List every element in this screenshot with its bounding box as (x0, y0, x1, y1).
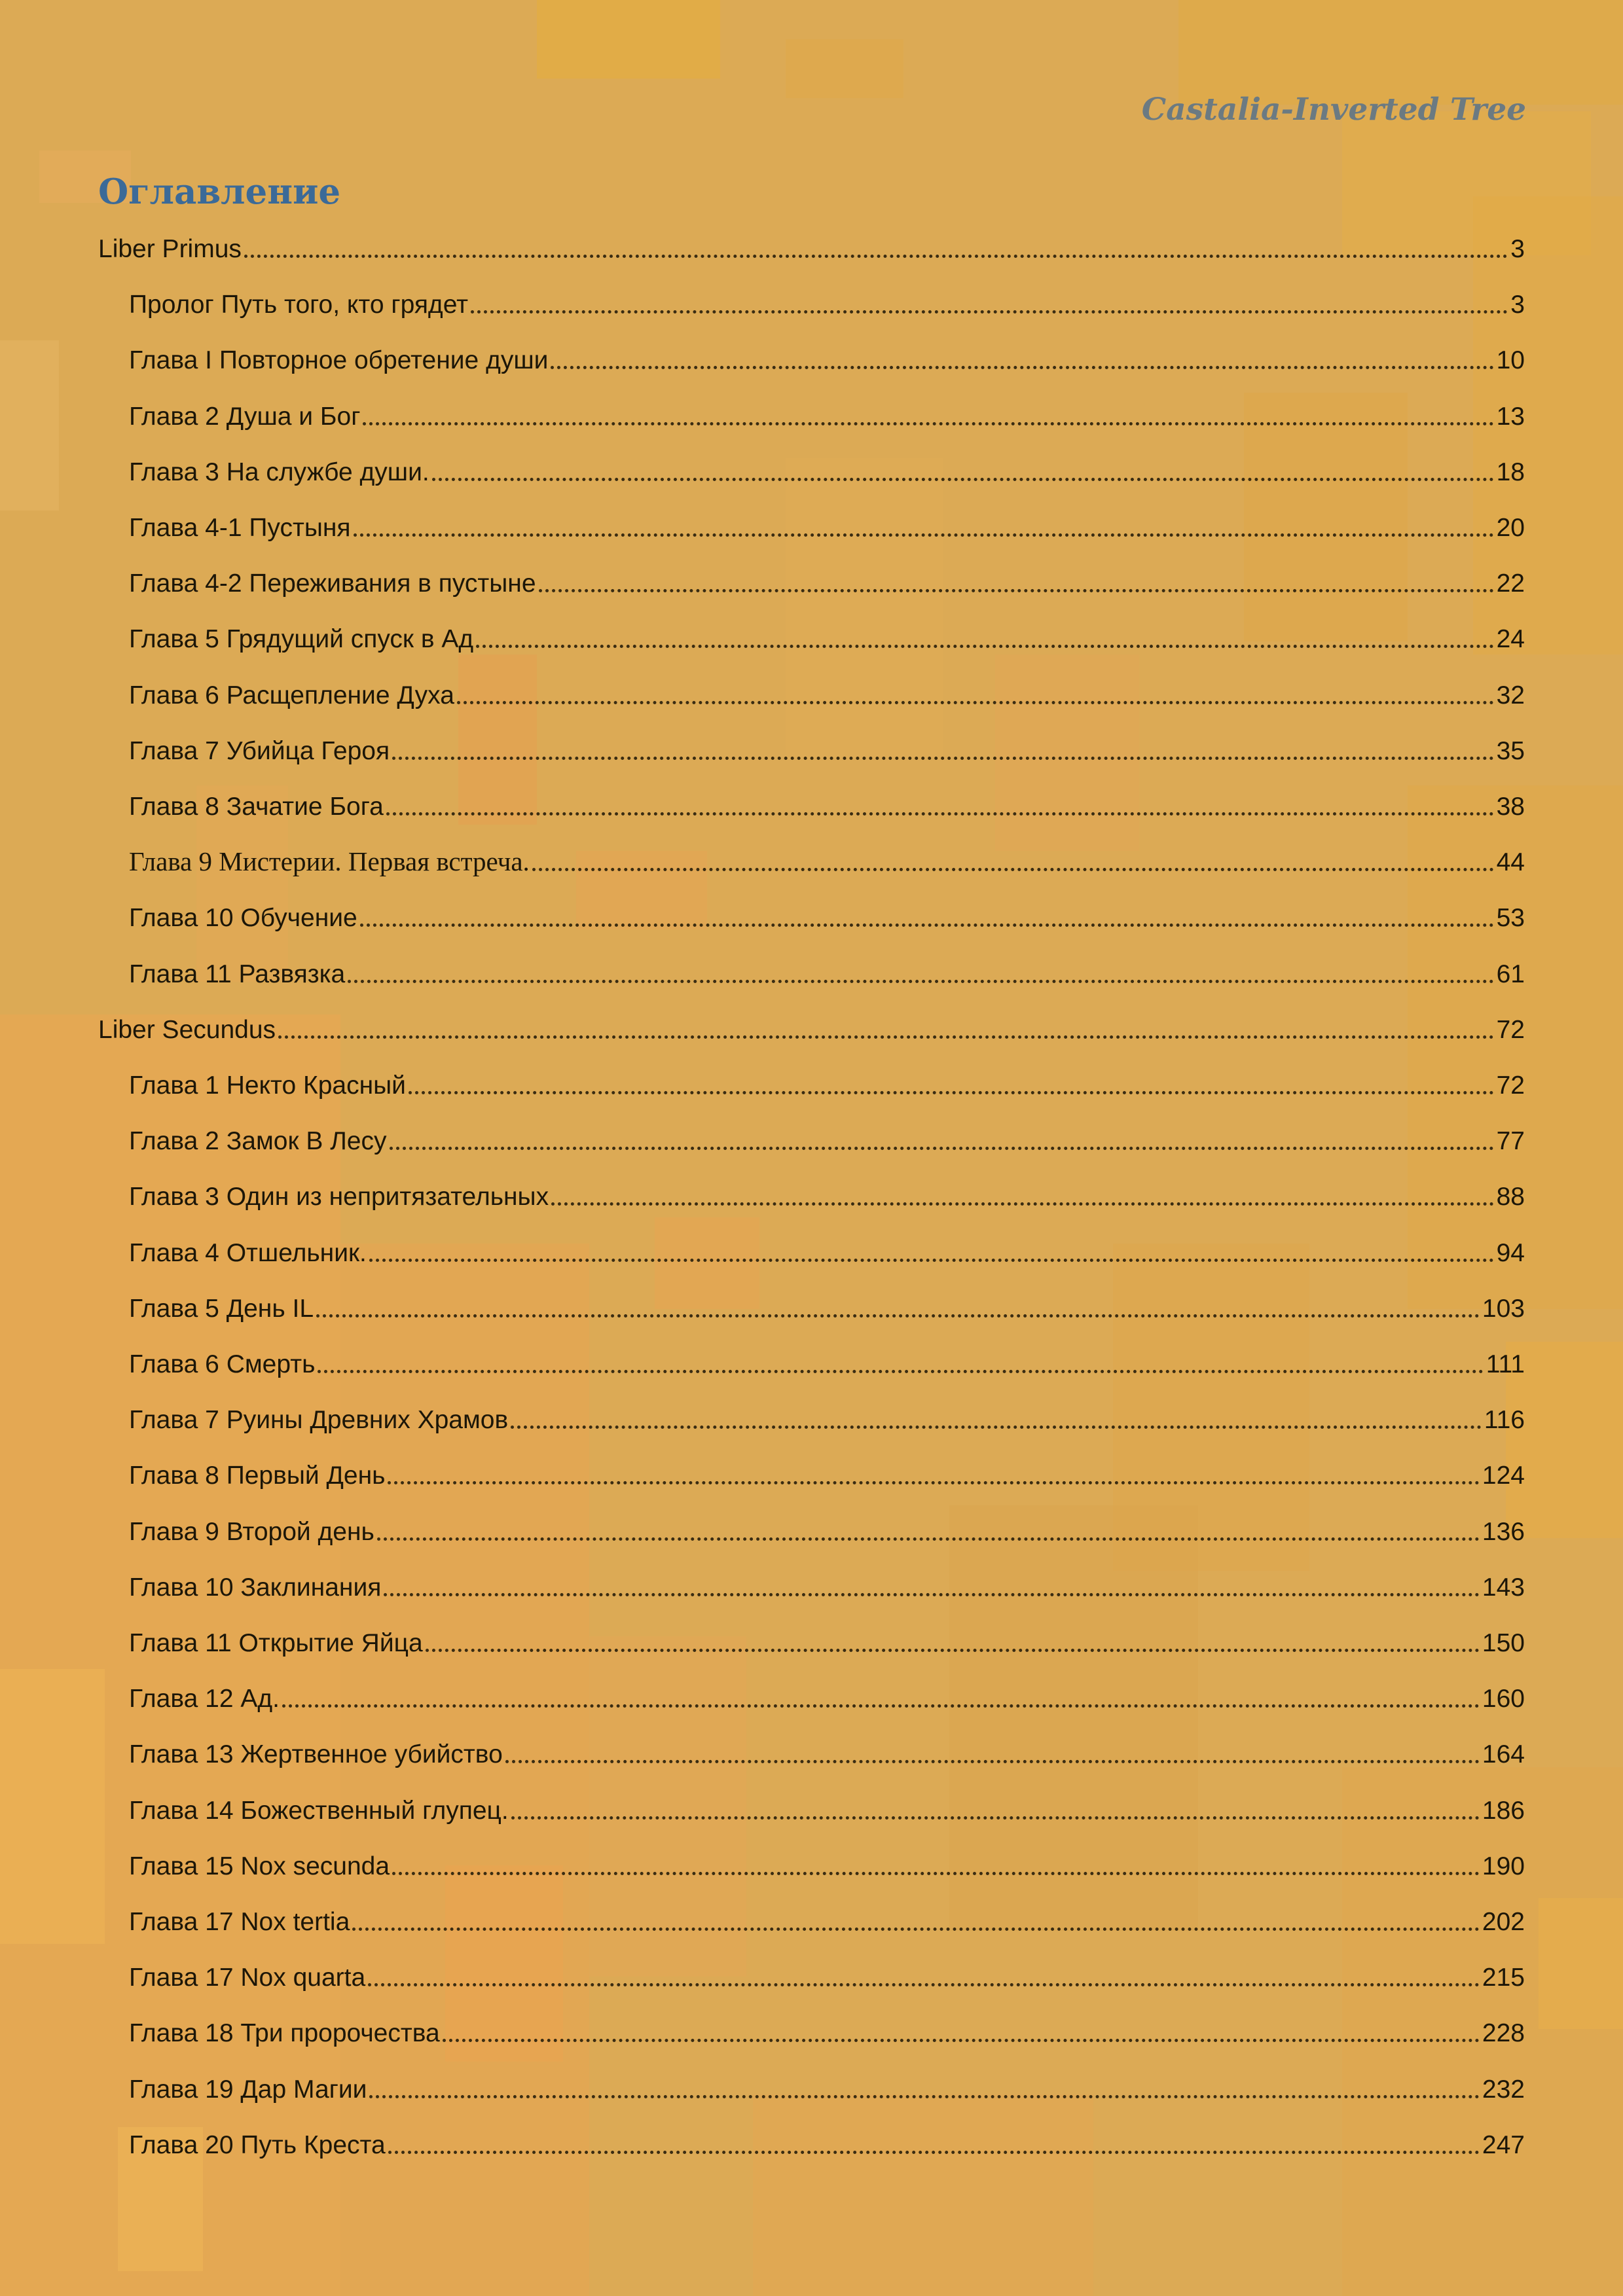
toc-entry-label: Глава 17 Nox quarta (129, 1964, 366, 1992)
toc-entry-page-number: 143 (1482, 1573, 1525, 1602)
toc-entry-page-number: 18 (1496, 457, 1525, 486)
dot-leader (282, 1704, 1480, 1708)
dot-leader (316, 1314, 1480, 1318)
toc-entry-label: Глава 13 Жертвенное убийство (129, 1740, 503, 1769)
toc-entry-label: Глава 8 Первый День (129, 1462, 386, 1490)
dot-leader (388, 1481, 1479, 1484)
toc-entry-label: Глава 10 Обучение (129, 904, 357, 933)
toc-chapter-entry[interactable] (129, 2119, 1525, 2158)
toc-chapter-entry[interactable] (129, 390, 1525, 429)
toc-entry-label: Глава 19 Дар Магии (129, 2075, 367, 2104)
toc-entry-page-number: 116 (1484, 1406, 1525, 1435)
toc-chapter-entry[interactable] (129, 1115, 1525, 1154)
dot-leader (348, 980, 1493, 983)
toc-chapter-entry[interactable] (129, 780, 1525, 819)
toc-entry-page-number: 150 (1482, 1629, 1525, 1657)
dot-leader (360, 924, 1494, 927)
toc-entry-page-number: 202 (1482, 1908, 1525, 1936)
toc-entry-label: Глава 11 Открытие Яйца (129, 1629, 423, 1657)
toc-entry-page-number: 72 (1496, 1071, 1525, 1100)
dot-leader (432, 478, 1494, 481)
toc-chapter-entry[interactable] (129, 836, 1525, 875)
toc-entry-page-number: 53 (1496, 904, 1525, 933)
toc-chapter-entry[interactable] (129, 1282, 1525, 1321)
toc-entry-label: Глава 6 Расщепление Духа (129, 681, 454, 709)
toc-entry-label: Глава 2 Душа и Бог (129, 402, 361, 431)
dot-leader (369, 1259, 1494, 1262)
toc-entry-label: Глава 7 Убийца Героя (129, 736, 390, 765)
toc-chapter-entry[interactable] (129, 1561, 1525, 1600)
toc-entry-label: Глава 17 Nox tertia (129, 1908, 350, 1936)
toc-entry-label: Глава 14 Божественный глупец. (129, 1796, 509, 1825)
toc-chapter-entry[interactable] (129, 501, 1525, 541)
toc-chapter-entry[interactable] (129, 669, 1525, 708)
toc-chapter-entry[interactable] (129, 557, 1525, 596)
dot-leader (352, 1928, 1480, 1931)
toc-entry-label: Liber Primus (98, 235, 242, 263)
dot-leader (278, 1035, 1494, 1039)
dot-leader (318, 1370, 1483, 1373)
dot-leader (354, 533, 1494, 537)
toc-entry-label: Глава 5 День IL (129, 1294, 314, 1323)
dot-leader (388, 2151, 1480, 2154)
dot-leader (363, 422, 1493, 425)
toc-chapter-entry[interactable] (129, 1784, 1525, 1823)
dot-leader (386, 812, 1494, 816)
dot-leader (392, 1872, 1480, 1875)
toc-chapter-entry[interactable] (129, 1840, 1525, 1879)
dot-leader (244, 255, 1508, 258)
toc-entry-label: Глава 12 Ад. (129, 1685, 280, 1713)
toc-entry-page-number: 247 (1482, 2130, 1525, 2159)
dot-leader (511, 1816, 1480, 1820)
toc-entry-label: Глава 4-2 Переживания в пустыне (129, 569, 536, 598)
toc-entry-label: Liber Secundus (98, 1015, 276, 1044)
toc-entry-page-number: 88 (1496, 1183, 1525, 1211)
toc-chapter-entry[interactable] (129, 2007, 1525, 2046)
dot-leader (471, 310, 1508, 314)
toc-entry-label: Глава 5 Грядущий спуск в Ад (129, 625, 474, 654)
toc-chapter-entry[interactable] (129, 1895, 1525, 1935)
toc-entry-page-number: 186 (1482, 1796, 1525, 1825)
toc-entry-label: Глава 1 Некто Красный (129, 1071, 406, 1100)
toc-entry-label: Глава 9 Мистерии. Первая встреча. (129, 846, 530, 877)
dot-leader (532, 868, 1494, 871)
toc-chapter-entry[interactable] (129, 613, 1525, 652)
toc-entry-page-number: 232 (1482, 2075, 1525, 2104)
dot-leader (368, 1983, 1480, 1986)
toc-chapter-entry[interactable] (129, 1059, 1525, 1098)
toc-entry-label: Глава 3 Один из непритязательных (129, 1183, 549, 1211)
toc-entry-label: Пролог Путь того, кто грядет (129, 291, 468, 319)
toc-entry-label: Глава 15 Nox secunda (129, 1852, 390, 1880)
toc-chapter-entry[interactable] (129, 1338, 1525, 1377)
toc-chapter-entry[interactable] (129, 1672, 1525, 1712)
dot-leader (457, 701, 1494, 704)
toc-entry-page-number: 215 (1482, 1964, 1525, 1992)
toc-entry-label: Глава 3 На службе души. (129, 457, 429, 486)
toc-entry-page-number: 111 (1486, 1350, 1525, 1378)
toc-entry-page-number: 20 (1496, 514, 1525, 542)
dot-leader (392, 757, 1494, 760)
dot-leader (390, 1147, 1494, 1150)
toc-chapter-entry[interactable] (129, 278, 1525, 317)
dot-leader (476, 645, 1493, 648)
dot-leader (551, 1202, 1494, 1206)
toc-heading: Оглавление (98, 171, 341, 212)
toc-chapter-entry[interactable] (129, 1951, 1525, 1990)
dot-leader (369, 2095, 1479, 2098)
toc-entry-label: Глава 10 Заклинания (129, 1573, 382, 1602)
toc-entry-page-number: 32 (1496, 681, 1525, 709)
dot-leader (377, 1537, 1480, 1541)
running-header: Castalia-Inverted Tree (1141, 92, 1526, 128)
dot-leader (426, 1649, 1480, 1652)
toc-entry-page-number: 190 (1482, 1852, 1525, 1880)
toc-entry-page-number: 103 (1482, 1294, 1525, 1323)
toc-entry-page-number: 136 (1482, 1517, 1525, 1546)
toc-entry-label: Глава 6 Смерть (129, 1350, 316, 1378)
toc-entry-label: Глава 18 Три пророчества (129, 2019, 440, 2048)
toc-entry-page-number: 160 (1482, 1685, 1525, 1713)
toc-chapter-entry[interactable] (129, 446, 1525, 485)
toc-entry-label: Глава 20 Путь Креста (129, 2130, 386, 2159)
toc-entry-page-number: 164 (1482, 1740, 1525, 1769)
toc-chapter-entry[interactable] (129, 1393, 1525, 1433)
toc-chapter-entry[interactable] (129, 725, 1525, 764)
toc-entry-page-number: 13 (1496, 402, 1525, 431)
toc-entry-label: Глава 8 Зачатие Бога (129, 793, 384, 821)
dot-leader (384, 1593, 1480, 1596)
toc-entry-page-number: 24 (1496, 625, 1525, 654)
toc-entry-label: Глава 7 Руины Древних Храмов (129, 1406, 509, 1435)
toc-chapter-entry[interactable] (129, 1728, 1525, 1767)
dot-leader (551, 366, 1493, 369)
toc-entry-page-number: 228 (1482, 2019, 1525, 2048)
toc-entry-page-number: 77 (1496, 1127, 1525, 1156)
toc-entry-page-number: 72 (1496, 1015, 1525, 1044)
toc-entry-page-number: 3 (1510, 291, 1525, 319)
toc-entry-page-number: 94 (1496, 1238, 1525, 1267)
toc-entry-label: Глава 9 Второй день (129, 1517, 374, 1546)
toc-chapter-entry[interactable] (129, 1449, 1525, 1488)
toc-entry-page-number: 22 (1496, 569, 1525, 598)
toc-part-entry[interactable] (98, 1003, 1525, 1043)
dot-leader (409, 1091, 1494, 1094)
toc-chapter-entry[interactable] (129, 2063, 1525, 2102)
toc-entry-label: Глава 2 Замок В Лесу (129, 1127, 387, 1156)
toc-entry-page-number: 3 (1510, 235, 1525, 263)
toc-chapter-entry[interactable] (129, 948, 1525, 987)
dot-leader (539, 589, 1494, 592)
dot-leader (443, 2039, 1480, 2042)
toc-entry-label: Глава I Повторное обретение души (129, 346, 549, 375)
toc-chapter-entry[interactable] (129, 334, 1525, 373)
toc-entry-page-number: 61 (1496, 960, 1525, 988)
dot-leader (505, 1760, 1480, 1763)
toc-entry-page-number: 10 (1496, 346, 1525, 375)
toc-entry-label: Глава 11 Развязка (129, 960, 346, 988)
toc-entry-page-number: 35 (1496, 736, 1525, 765)
dot-leader (511, 1426, 1482, 1429)
toc-entry-page-number: 124 (1482, 1462, 1525, 1490)
toc-entry-page-number: 44 (1496, 848, 1525, 877)
toc-chapter-entry[interactable] (129, 1227, 1525, 1266)
toc-entry-page-number: 38 (1496, 793, 1525, 821)
toc-chapter-entry[interactable] (129, 1617, 1525, 1656)
toc-chapter-entry[interactable] (129, 891, 1525, 931)
toc-chapter-entry[interactable] (129, 1505, 1525, 1545)
toc-chapter-entry[interactable] (129, 1170, 1525, 1210)
toc-entry-label: Глава 4-1 Пустыня (129, 514, 351, 542)
toc-part-entry[interactable] (98, 223, 1525, 262)
toc-entry-label: Глава 4 Отшельник. (129, 1238, 367, 1267)
